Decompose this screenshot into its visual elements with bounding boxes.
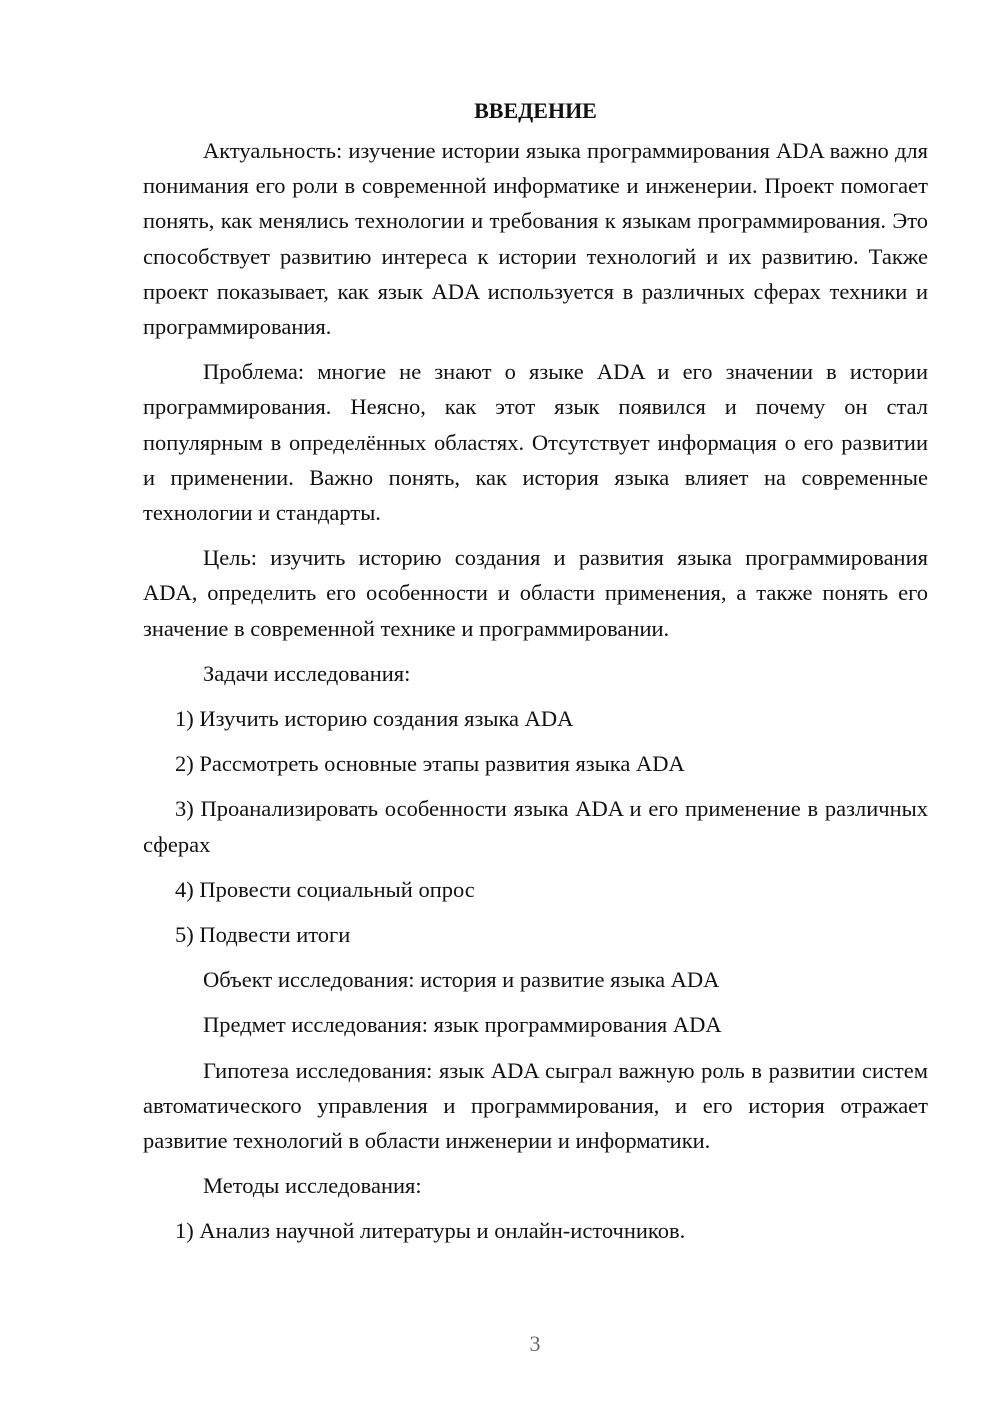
- hypothesis-paragraph: Гипотеза исследования: язык ADA сыграл важную роль в развитии систем автоматического управления и программирования, и его история отражает развитие технологий в области инженерии и информатики.: [143, 1057, 928, 1154]
- problem-paragraph: Проблема: многие не знают о языке ADA и его значении в истории программирования. Неясно, как этот язык появился и почему он стал популярным в определённых областях. Отсутствует информация о его развитии и применении. Важно понять, как история языка влияет на современные технологии и стандарты.: [143, 359, 928, 526]
- methods-heading: Методы исследования:: [203, 1173, 422, 1199]
- task-item-2: 2) Рассмотреть основные этапы развития языка ADA: [175, 751, 685, 777]
- task-item-4: 4) Провести социальный опрос: [175, 876, 475, 902]
- method-item-1: 1) Анализ научной литературы и онлайн-источников.: [175, 1218, 686, 1244]
- task-item-1: 1) Изучить историю создания языка ADA: [175, 706, 574, 732]
- goal-paragraph: Цель: изучить историю создания и развития языка программирования ADA, определить его особенности и области применения, а также понять его значение в современной технике и программировании.: [143, 545, 928, 641]
- page-number: 3: [529, 1331, 541, 1356]
- research-subject: Предмет исследования: язык программирования ADA: [203, 1012, 722, 1038]
- task-item-3: 3) Проанализировать особенности языка ADA и его применение в различных сферах: [143, 796, 928, 857]
- document-page: [143, 93, 928, 1259]
- tasks-heading: Задачи исследования:: [203, 660, 411, 686]
- page-title: ВВЕДЕНИЕ: [474, 98, 597, 123]
- relevance-paragraph: Актуальность: изучение истории языка программирования ADA важно для понимания его роли в современной информатике и инженерии. Проект помогает понять, как менялись технологии и требования к языкам программирования. Это способствует развитию интереса к истории технологий и их развитию. Также проект показывает, как язык ADA используется в различных сферах техники и программирования.: [143, 138, 928, 340]
- task-item-5: 5) Подвести итоги: [175, 922, 351, 948]
- research-object: Объект исследования: история и развитие языка ADA: [203, 967, 720, 993]
